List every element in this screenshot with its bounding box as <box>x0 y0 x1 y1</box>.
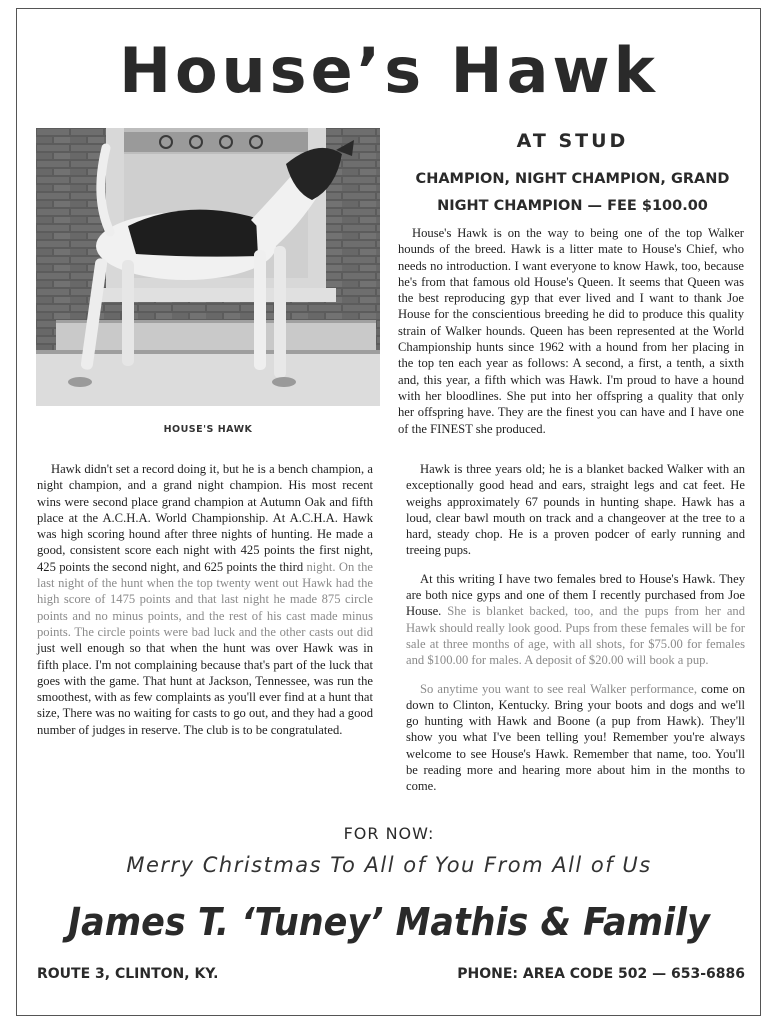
right-paragraph-3 <box>406 681 745 795</box>
right-column <box>406 461 745 807</box>
right-para-3-part-1: So anytime you want to see real Walker performance, <box>420 681 698 696</box>
left-text-part-1: Hawk didn't set a record doing it, but he is a bench champion, a night champion, and a grand night champion. His most recent wins were second place grand champion at Autumn Oak and fifth place at the A.C.H.A. World Championship. At A.C.H.A. Hawk was high scoring hound after three nights of hunting. He made a good, consistent score each night with 425 points the first night, 425 points the second night, and 625 points the third <box>37 462 373 574</box>
left-text-part-2: night. On the last night of the hunt when the top twenty went out Hawk had the high score of 1475 points and that last night he made 875 circle points and no minus points, and the rest of his cast made minus points. The circle points were bad luck and the other casts out did <box>37 559 373 639</box>
left-column-text <box>37 461 373 738</box>
champion-line-1: CHAMPION, NIGHT CHAMPION, GRAND <box>415 171 730 187</box>
photo-caption: HOUSE'S HAWK <box>163 424 253 435</box>
right-paragraph-1: Hawk is three years old; he is a blanket backed Walker with an exceptionally good head and ears, straight legs and cat feet. He weighs approximately 67 pounds in hunting shape. Hawk has a loud, clear bawl mouth on track and a changeover at the tree to a hard, steady chop. He is a proven podcer of early running and treeing pups. <box>406 462 745 558</box>
phone-number: PHONE: AREA CODE 502 — 653-6886 <box>457 966 745 982</box>
christmas-greeting: Merry Christmas To All of You From All of Us <box>126 853 652 877</box>
left-text-part-3: just well enough so that when the hunt was over Hawk was in fifth place. I'm not complaining because that's part of the luck that goes with the game. That hunt at Jackson, Tennessee, was run the smoothest, with as few complaints as you'll ever find at a hunt that size, There was no waiting for casts to go out, and they had a good number of judges in reserve. The club is to be congratulated. <box>37 641 373 737</box>
intro-text: House's Hawk is on the way to being one of the top Walker hounds of the breed. Hawk is a litter mate to House's Chief, who needs no introduction. I want everyone to know Hawk, too, because he's from that famous old House's Queen. It seems that Queen was the best reproducing gyp that ever lived and I want to thank Joe House for the conscientious breeding he did to produce this quality strain of Walker hounds. Queen has been represented at the World Championship hunts since 1962 with a hound from her placing in the top ten each year as follows: A second, a first, a tenth, a sixth and, this year, a fifth which was Hawk. I'm proud to have a hound with her bloodlines. She put into her offspring a quality that only her offspring have. They are the finest you can have and I have one of the FINEST she produced. <box>398 226 744 436</box>
champion-heading <box>394 166 751 220</box>
hound-photo <box>36 128 380 406</box>
right-paragraph-2 <box>406 571 745 669</box>
page-title: House’s Hawk <box>119 34 659 107</box>
right-para-2-part-2: She is blanket backed, too, and the pups from her and Hawk should really look good. Pups from these females will be for sale at three months of age, with all shots, for $75.00 for females and $100.00 for males. A deposit of $20.00 will book a pup. <box>406 604 746 668</box>
intro-paragraph <box>398 225 744 437</box>
champion-line-2: NIGHT CHAMPION — FEE $100.00 <box>437 198 708 214</box>
right-para-2-part-1: At this writing I have two females bred to House's Hawk. They are both nice gyps and one of them I recently purchased from Joe House. <box>406 571 745 619</box>
for-now-label: FOR NOW: <box>343 824 435 843</box>
family-signature: James T. ‘Tuney’ Mathis & Family <box>68 900 710 944</box>
address: ROUTE 3, CLINTON, KY. <box>37 966 219 982</box>
right-para-3-part-2: come on down to Clinton, Kentucky. Bring your boots and dogs and we'll go hunting with Hawk and Boone (a pup from Hawk). They'll show you what I've been telling you! Remember you're always welcome to see House's Hawk. Remember that name, too. You'll be reading more and hearing more about him in the months to come. <box>406 681 745 794</box>
at-stud-heading: AT STUD <box>516 130 629 152</box>
left-column <box>37 461 373 738</box>
